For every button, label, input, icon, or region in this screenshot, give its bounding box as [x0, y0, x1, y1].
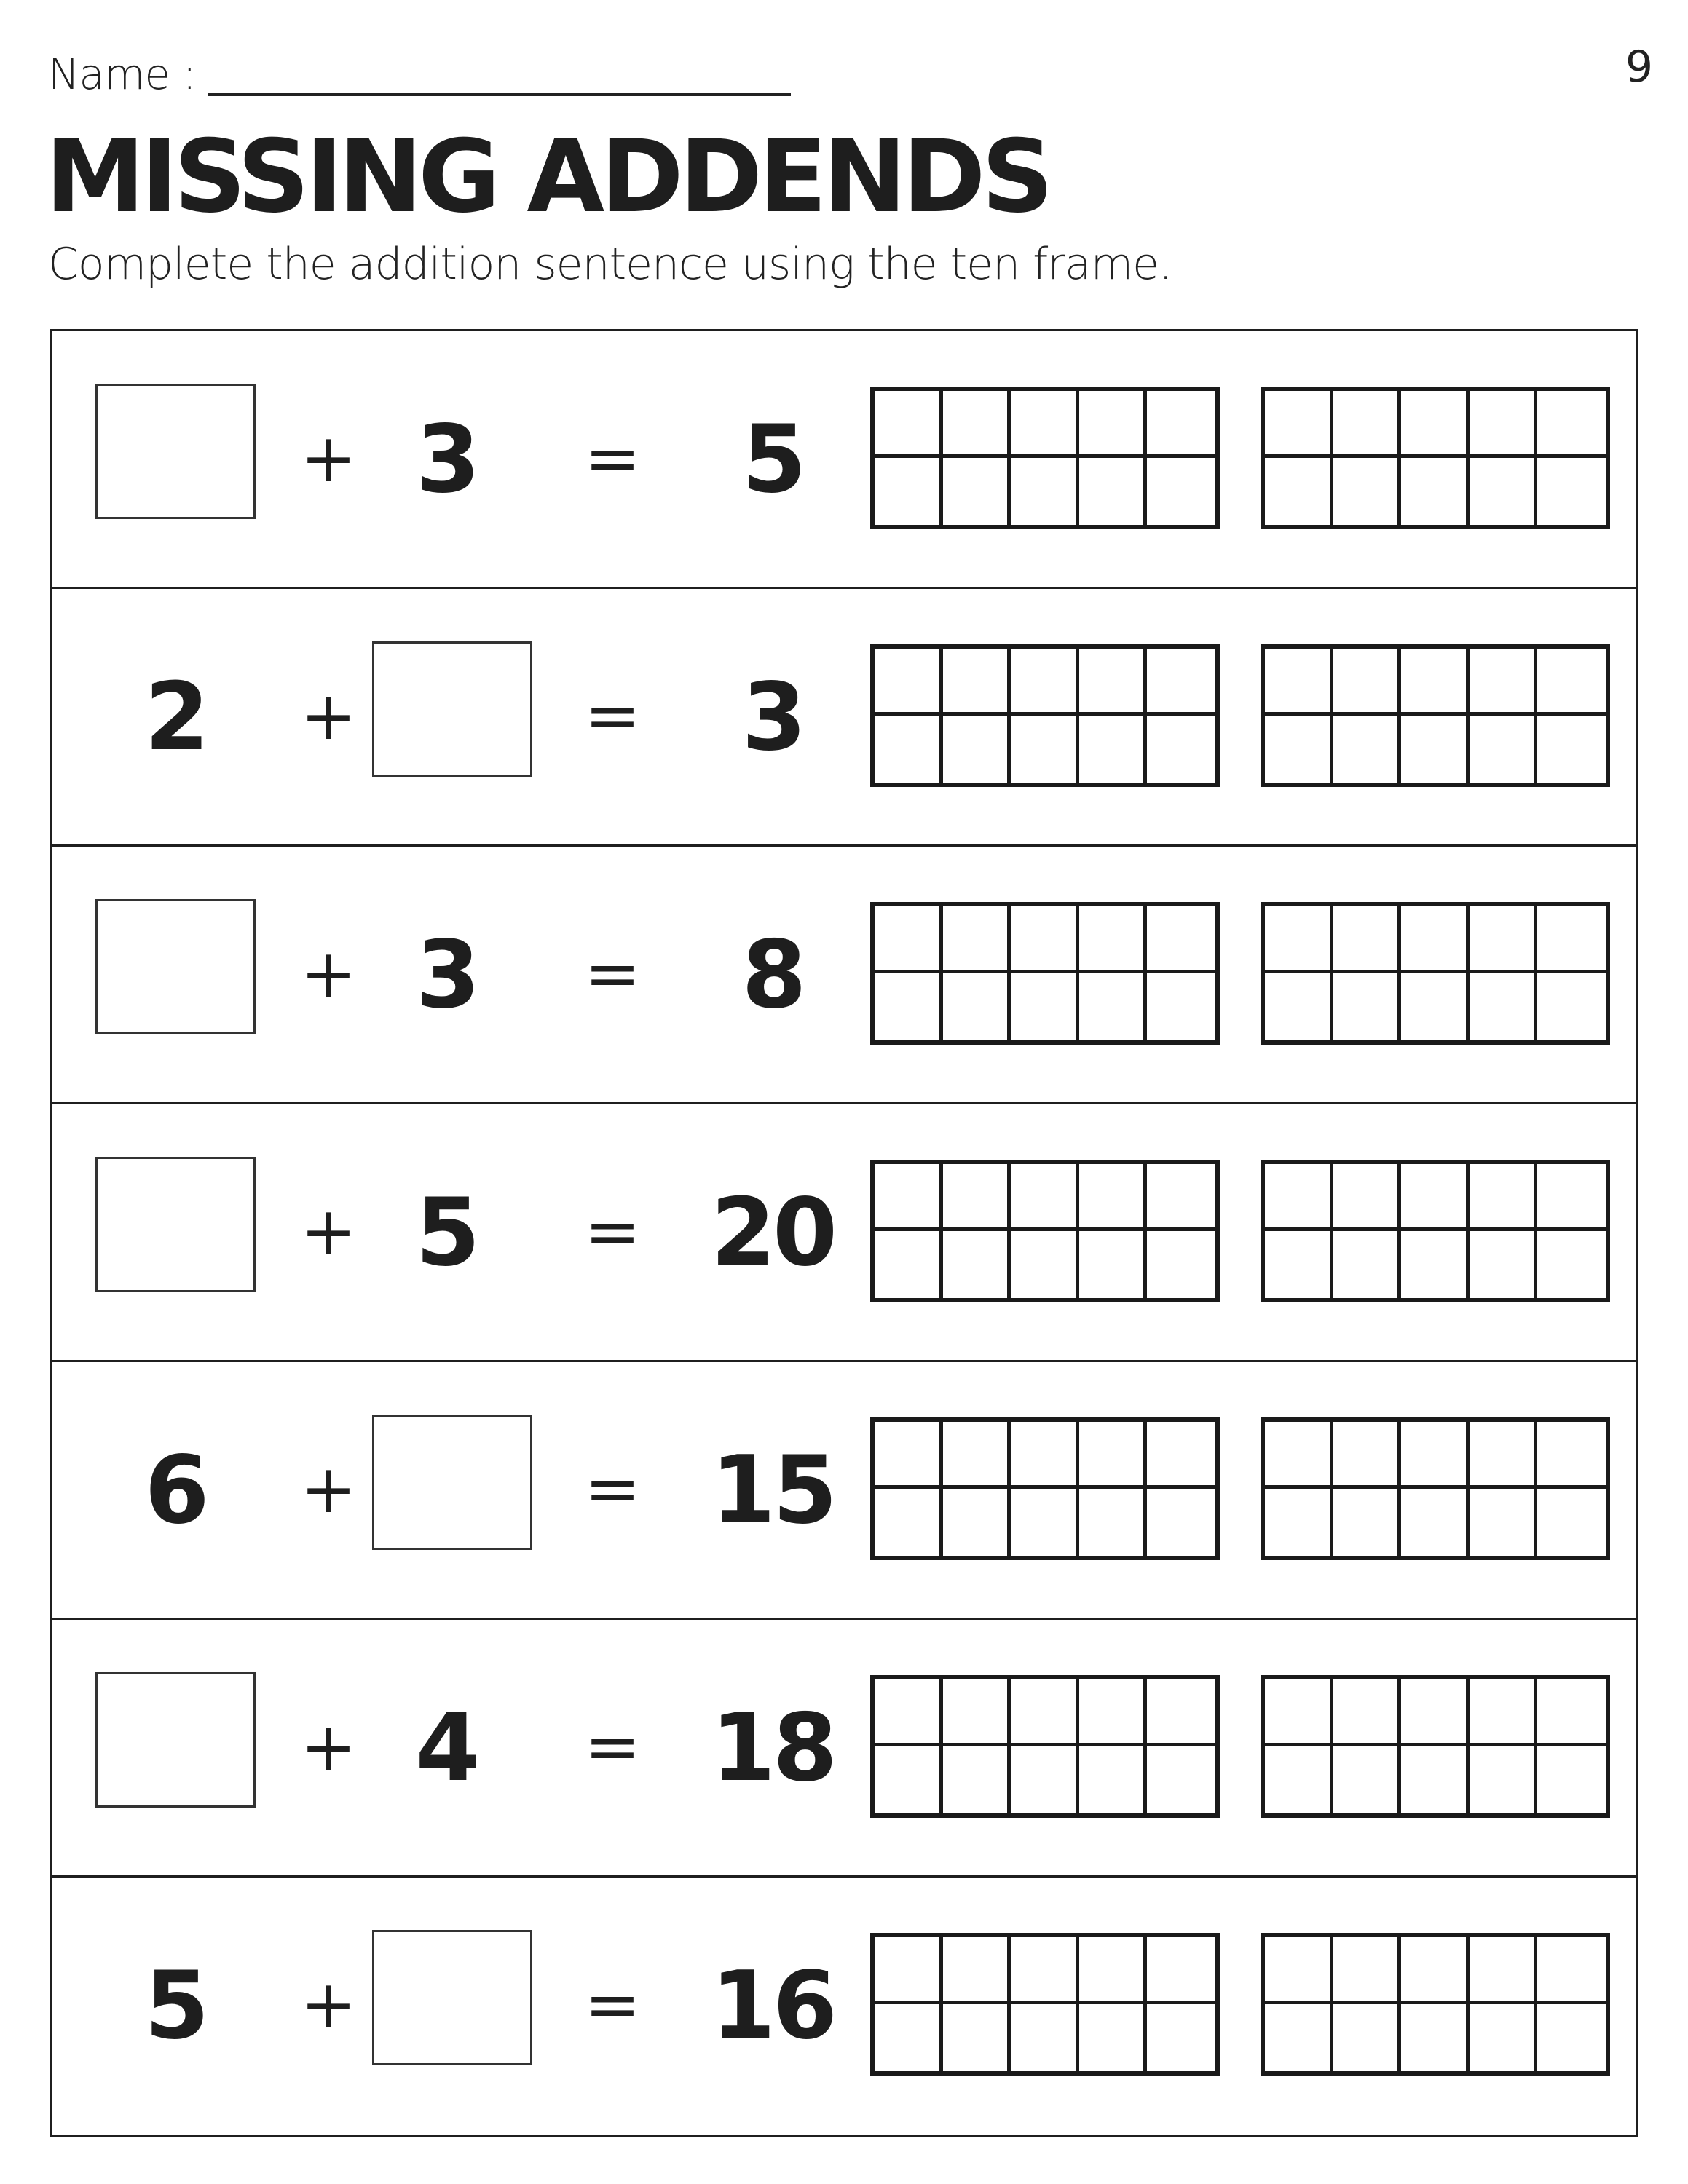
problem-row: [52, 1362, 1636, 1620]
ten-frame-cell[interactable]: [1333, 1164, 1402, 1231]
ten-frame-cell[interactable]: [1470, 458, 1538, 525]
ten-frame-cell[interactable]: [943, 458, 1011, 525]
ten-frame-cell[interactable]: [1470, 1422, 1538, 1489]
ten-frame-cell[interactable]: [1537, 906, 1606, 973]
ten-frame-cell[interactable]: [943, 906, 1011, 973]
ten-frame-cell[interactable]: [1147, 2004, 1215, 2071]
ten-frame-cell[interactable]: [1470, 716, 1538, 783]
ten-frame-cell[interactable]: [875, 716, 943, 783]
ten-frame-cell[interactable]: [943, 2004, 1011, 2071]
ten-frame-cell[interactable]: [1265, 1937, 1333, 2004]
ten-frame-cell[interactable]: [1011, 1422, 1079, 1489]
sum: 3: [741, 663, 804, 772]
ten-frame-cell[interactable]: [875, 458, 943, 525]
problem-table: [50, 329, 1638, 2137]
ten-frame-cell[interactable]: [943, 649, 1011, 716]
ten-frame-cell[interactable]: [1079, 1422, 1148, 1489]
equals-sign: =: [584, 935, 641, 1013]
ten-frame-cell[interactable]: [875, 2004, 943, 2071]
sum: 18: [710, 1694, 835, 1803]
ten-frame-cell[interactable]: [1470, 1679, 1538, 1746]
ten-frame-cell[interactable]: [1401, 1746, 1470, 1813]
ten-frame-cell[interactable]: [1265, 1164, 1333, 1231]
ten-frame-cell[interactable]: [1333, 716, 1402, 783]
problem-row: [52, 1620, 1636, 1878]
ten-frame[interactable]: [1261, 1675, 1610, 1818]
ten-frame-cell[interactable]: [1079, 649, 1148, 716]
missing-addend-box[interactable]: [372, 641, 532, 777]
ten-frame-cell[interactable]: [1401, 1422, 1470, 1489]
ten-frame-cell[interactable]: [1470, 973, 1538, 1040]
problem-row: [52, 331, 1636, 589]
ten-frame-cell[interactable]: [1147, 906, 1215, 973]
ten-frame-cell[interactable]: [1401, 716, 1470, 783]
ten-frame-cell[interactable]: [1011, 973, 1079, 1040]
ten-frame-cell[interactable]: [1401, 2004, 1470, 2071]
ten-frame-cell[interactable]: [1079, 1231, 1148, 1298]
ten-frame-cell[interactable]: [1470, 2004, 1538, 2071]
ten-frame-cell[interactable]: [1265, 716, 1333, 783]
ten-frame-cell[interactable]: [1401, 1231, 1470, 1298]
ten-frame-cell[interactable]: [943, 391, 1011, 458]
ten-frame-cell[interactable]: [1401, 391, 1470, 458]
ten-frame-cell[interactable]: [1470, 1937, 1538, 2004]
name-label: Name :: [48, 50, 197, 99]
ten-frame-cell[interactable]: [1147, 1679, 1215, 1746]
ten-frame-cell[interactable]: [1265, 1679, 1333, 1746]
ten-frame-cell[interactable]: [1470, 391, 1538, 458]
addend-2: 3: [415, 921, 478, 1029]
ten-frame-cell[interactable]: [1079, 458, 1148, 525]
ten-frame-cell[interactable]: [1401, 906, 1470, 973]
missing-addend-box[interactable]: [95, 1157, 256, 1292]
ten-frame-cell[interactable]: [1537, 649, 1606, 716]
missing-addend-box[interactable]: [95, 1672, 256, 1808]
ten-frame-cell[interactable]: [1470, 1489, 1538, 1556]
equals-sign: =: [584, 1966, 641, 2043]
equals-sign: =: [584, 1708, 641, 1786]
ten-frame-cell[interactable]: [1401, 649, 1470, 716]
ten-frame-cell[interactable]: [1537, 716, 1606, 783]
ten-frame-cell[interactable]: [875, 1422, 943, 1489]
sum: 16: [710, 1952, 835, 2060]
plus-sign: +: [300, 1708, 357, 1786]
plus-sign: +: [300, 1966, 357, 2043]
ten-frame-cell[interactable]: [1011, 649, 1079, 716]
plus-sign: +: [300, 935, 357, 1013]
ten-frame[interactable]: [870, 1933, 1220, 2076]
ten-frame-cell[interactable]: [1147, 716, 1215, 783]
ten-frame-cell[interactable]: [1147, 1164, 1215, 1231]
ten-frame-cell[interactable]: [1265, 1422, 1333, 1489]
ten-frame-cell[interactable]: [1470, 1164, 1538, 1231]
ten-frame-cell[interactable]: [1401, 458, 1470, 525]
ten-frame-cell[interactable]: [1265, 1746, 1333, 1813]
ten-frame-cell[interactable]: [1265, 649, 1333, 716]
name-write-line[interactable]: [208, 93, 791, 96]
ten-frame-cell[interactable]: [1333, 1937, 1402, 2004]
ten-frame-cell[interactable]: [943, 716, 1011, 783]
ten-frame-cell[interactable]: [1011, 1746, 1079, 1813]
ten-frame-cell[interactable]: [875, 1231, 943, 1298]
addend-1: 6: [144, 1436, 207, 1545]
ten-frame-cell[interactable]: [1470, 649, 1538, 716]
ten-frame-cell[interactable]: [943, 1679, 1011, 1746]
ten-frame-cell[interactable]: [1537, 458, 1606, 525]
equals-sign: =: [584, 677, 641, 755]
ten-frame-cell[interactable]: [1011, 716, 1079, 783]
instructions: Complete the addition sentence using the ten frame.: [48, 239, 1172, 290]
missing-addend-box[interactable]: [95, 899, 256, 1034]
ten-frame-cell[interactable]: [1011, 1937, 1079, 2004]
ten-frame-cell[interactable]: [1147, 391, 1215, 458]
ten-frame-cell[interactable]: [1147, 973, 1215, 1040]
ten-frame-cell[interactable]: [1147, 1489, 1215, 1556]
problem-row: [52, 589, 1636, 847]
ten-frame-cell[interactable]: [1147, 1746, 1215, 1813]
ten-frame-cell[interactable]: [1537, 1746, 1606, 1813]
ten-frame-cell[interactable]: [1333, 2004, 1402, 2071]
ten-frame-cell[interactable]: [1401, 1679, 1470, 1746]
ten-frame-cell[interactable]: [875, 1489, 943, 1556]
ten-frame-cell[interactable]: [1011, 1164, 1079, 1231]
ten-frame-cell[interactable]: [1333, 1746, 1402, 1813]
ten-frame-cell[interactable]: [943, 1231, 1011, 1298]
ten-frame-cell[interactable]: [1265, 1489, 1333, 1556]
sum: 8: [741, 921, 804, 1029]
ten-frame-cell[interactable]: [1147, 458, 1215, 525]
equals-sign: =: [584, 1192, 641, 1270]
ten-frame-cell[interactable]: [1011, 2004, 1079, 2071]
ten-frame-cell[interactable]: [1265, 1231, 1333, 1298]
problem-row: [52, 847, 1636, 1104]
ten-frame-cell[interactable]: [1470, 906, 1538, 973]
ten-frame-cell[interactable]: [1537, 391, 1606, 458]
ten-frame-cell[interactable]: [1333, 1231, 1402, 1298]
ten-frame-cell[interactable]: [1265, 458, 1333, 525]
ten-frame-cell[interactable]: [1333, 458, 1402, 525]
ten-frame-cell[interactable]: [1537, 1164, 1606, 1231]
ten-frame-cell[interactable]: [1147, 1937, 1215, 2004]
ten-frame[interactable]: [870, 1417, 1220, 1560]
ten-frame-cell[interactable]: [1265, 906, 1333, 973]
ten-frame[interactable]: [870, 902, 1220, 1045]
ten-frame-cell[interactable]: [875, 1746, 943, 1813]
missing-addend-box[interactable]: [95, 384, 256, 519]
ten-frame-cell[interactable]: [1011, 1231, 1079, 1298]
ten-frame-cell[interactable]: [1401, 1164, 1470, 1231]
equals-sign: =: [584, 1450, 641, 1528]
page-title: MISSING ADDENDS: [45, 118, 1050, 235]
ten-frame-cell[interactable]: [1011, 1679, 1079, 1746]
ten-frame-cell[interactable]: [1333, 391, 1402, 458]
ten-frame-cell[interactable]: [875, 391, 943, 458]
ten-frame-cell[interactable]: [1537, 1489, 1606, 1556]
ten-frame-cell[interactable]: [875, 973, 943, 1040]
ten-frame-cell[interactable]: [1079, 906, 1148, 973]
ten-frame-cell[interactable]: [1401, 1489, 1470, 1556]
sum: 20: [710, 1179, 835, 1287]
ten-frame-cell[interactable]: [1079, 1164, 1148, 1231]
plus-sign: +: [300, 1450, 357, 1528]
addend-2: 5: [415, 1179, 478, 1287]
addend-2: 3: [415, 405, 478, 514]
addend-1: 2: [144, 663, 207, 772]
ten-frame-cell[interactable]: [1537, 1231, 1606, 1298]
ten-frame-cell[interactable]: [1011, 458, 1079, 525]
ten-frame-cell[interactable]: [1333, 1422, 1402, 1489]
ten-frame-cell[interactable]: [1401, 1937, 1470, 2004]
ten-frame[interactable]: [1261, 1933, 1610, 2076]
ten-frame-cell[interactable]: [943, 1164, 1011, 1231]
ten-frame-cell[interactable]: [1011, 1489, 1079, 1556]
missing-addend-box[interactable]: [372, 1415, 532, 1550]
ten-frame-cell[interactable]: [875, 649, 943, 716]
ten-frame[interactable]: [870, 387, 1220, 529]
ten-frame-cell[interactable]: [1079, 1746, 1148, 1813]
ten-frame-cell[interactable]: [1333, 906, 1402, 973]
ten-frame-cell[interactable]: [1470, 1746, 1538, 1813]
ten-frame-cell[interactable]: [943, 1489, 1011, 1556]
ten-frame-cell[interactable]: [875, 1164, 943, 1231]
ten-frame-cell[interactable]: [1079, 973, 1148, 1040]
ten-frame[interactable]: [870, 1675, 1220, 1818]
ten-frame[interactable]: [1261, 644, 1610, 787]
plus-sign: +: [300, 677, 357, 755]
ten-frame-cell[interactable]: [1079, 2004, 1148, 2071]
ten-frame-cell[interactable]: [875, 906, 943, 973]
ten-frame-cell[interactable]: [1079, 1937, 1148, 2004]
ten-frame[interactable]: [1261, 1417, 1610, 1560]
ten-frame-cell[interactable]: [1401, 973, 1470, 1040]
ten-frame-cell[interactable]: [1333, 1489, 1402, 1556]
ten-frame-cell[interactable]: [1333, 649, 1402, 716]
addend-1: 5: [144, 1952, 207, 2060]
ten-frame-cell[interactable]: [1537, 1422, 1606, 1489]
ten-frame-cell[interactable]: [943, 1746, 1011, 1813]
ten-frame-cell[interactable]: [1079, 391, 1148, 458]
ten-frame-cell[interactable]: [1011, 906, 1079, 973]
page-number: 9: [1625, 41, 1653, 92]
plus-sign: +: [300, 419, 357, 497]
problem-row: [52, 1104, 1636, 1362]
ten-frame[interactable]: [1261, 902, 1610, 1045]
name-row: [48, 45, 805, 103]
ten-frame-cell[interactable]: [1265, 391, 1333, 458]
plus-sign: +: [300, 1192, 357, 1270]
ten-frame-cell[interactable]: [875, 1937, 943, 2004]
ten-frame-cell[interactable]: [943, 973, 1011, 1040]
ten-frame-cell[interactable]: [1147, 1231, 1215, 1298]
ten-frame[interactable]: [1261, 387, 1610, 529]
ten-frame-cell[interactable]: [1011, 391, 1079, 458]
ten-frame-cell[interactable]: [1147, 1422, 1215, 1489]
ten-frame-cell[interactable]: [1147, 649, 1215, 716]
sum: 15: [710, 1436, 835, 1545]
ten-frame-cell[interactable]: [943, 1937, 1011, 2004]
ten-frame-cell[interactable]: [1265, 2004, 1333, 2071]
problem-row: [52, 1878, 1636, 2135]
ten-frame-cell[interactable]: [1537, 973, 1606, 1040]
ten-frame-cell[interactable]: [1537, 1679, 1606, 1746]
ten-frame-cell[interactable]: [1537, 1937, 1606, 2004]
ten-frame-cell[interactable]: [943, 1422, 1011, 1489]
ten-frame-cell[interactable]: [1333, 1679, 1402, 1746]
sum: 5: [741, 405, 804, 514]
ten-frame-cell[interactable]: [1333, 973, 1402, 1040]
ten-frame-cell[interactable]: [1470, 1231, 1538, 1298]
ten-frame-cell[interactable]: [875, 1679, 943, 1746]
addend-2: 4: [415, 1694, 478, 1803]
ten-frame[interactable]: [870, 644, 1220, 787]
equals-sign: =: [584, 419, 641, 497]
ten-frame[interactable]: [870, 1160, 1220, 1302]
missing-addend-box[interactable]: [372, 1930, 532, 2065]
ten-frame[interactable]: [1261, 1160, 1610, 1302]
ten-frame-cell[interactable]: [1265, 973, 1333, 1040]
ten-frame-cell[interactable]: [1079, 1489, 1148, 1556]
ten-frame-cell[interactable]: [1079, 1679, 1148, 1746]
ten-frame-cell[interactable]: [1537, 2004, 1606, 2071]
ten-frame-cell[interactable]: [1079, 716, 1148, 783]
